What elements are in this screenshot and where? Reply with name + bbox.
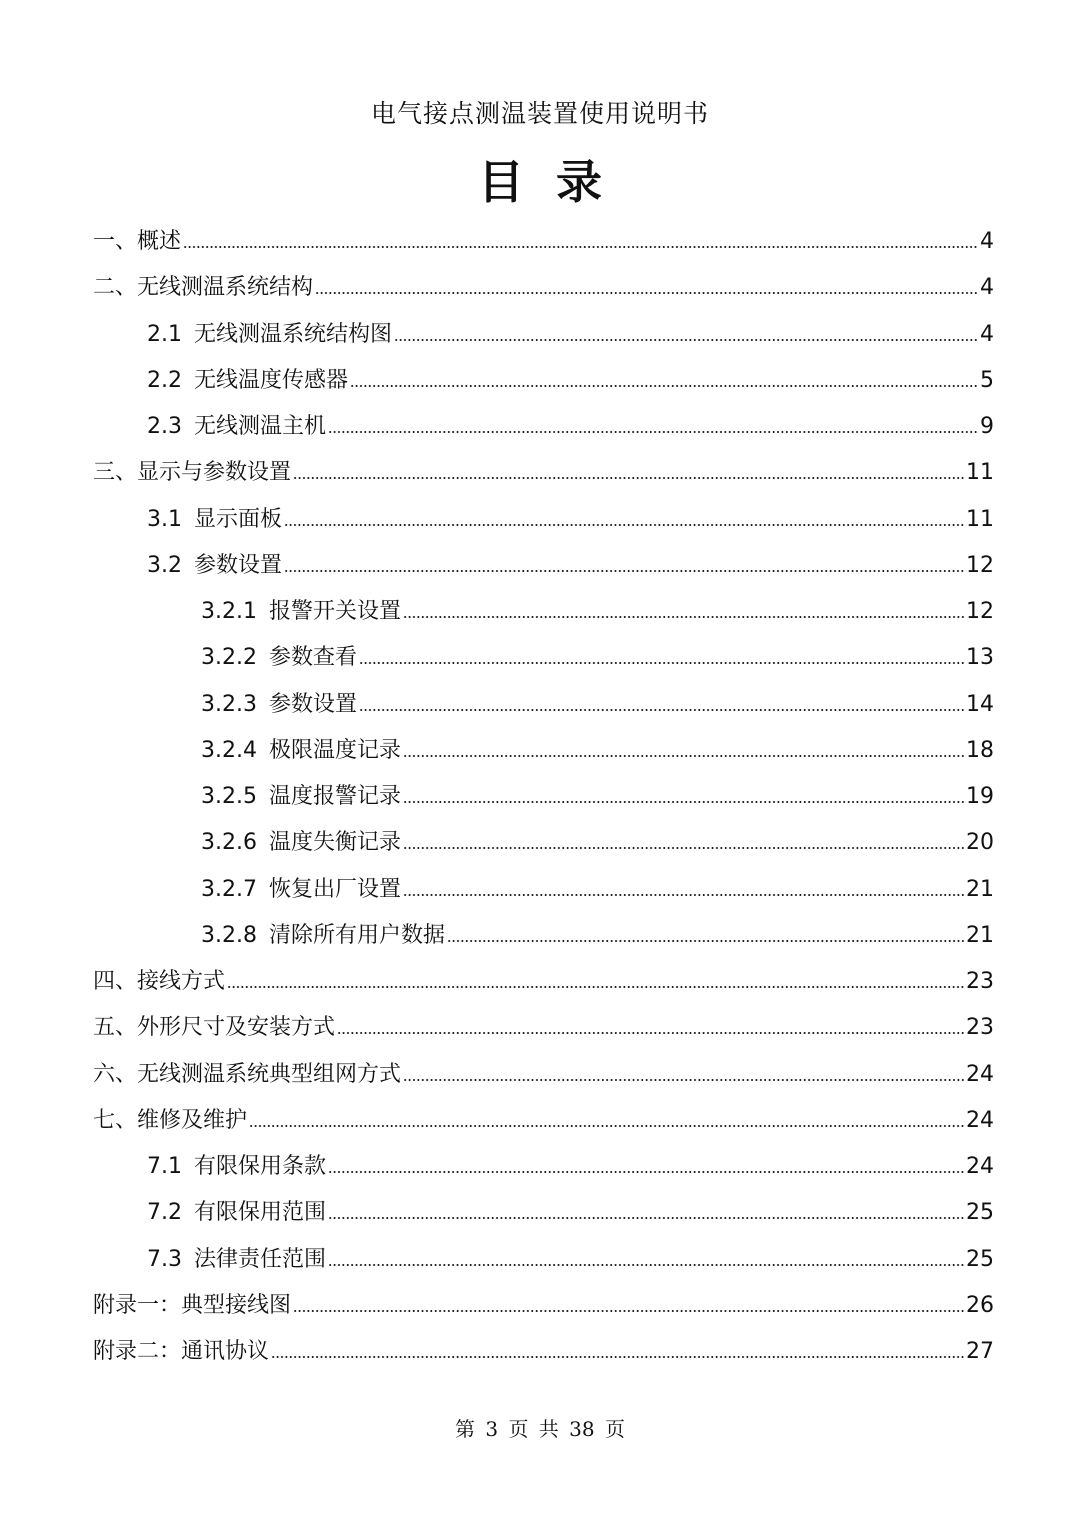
- toc-entry-number: 3.2.2: [201, 645, 257, 671]
- toc-entry-text: 极限温度记录: [268, 737, 401, 763]
- toc-entry-text: 七、维修及维护: [93, 1107, 248, 1133]
- toc-entry-text: 一、概述: [93, 229, 182, 254]
- toc-entry[interactable]: [0, 728, 1080, 774]
- toc-dot-leader: [394, 338, 978, 342]
- toc-entry-number: 2.1: [147, 321, 182, 347]
- toc-dot-leader: [183, 245, 978, 249]
- toc-entry[interactable]: [0, 1098, 1080, 1144]
- toc-entry-number: 3.2.6: [201, 830, 257, 856]
- toc-entry[interactable]: [0, 450, 1080, 496]
- toc-entry-text: 无线温度传感器: [194, 367, 349, 393]
- toc-entry[interactable]: [0, 913, 1080, 959]
- toc-entry-number: 2.2: [147, 367, 182, 393]
- toc-entry-page: 25: [966, 1200, 994, 1226]
- toc-entry-page: 20: [966, 830, 994, 856]
- toc-entry-page: 12: [966, 552, 994, 578]
- toc-entry-number: 3.1: [147, 506, 182, 532]
- toc-entry-text: 参数设置: [268, 691, 357, 717]
- toc-entry-text: 有限保用条款: [194, 1154, 327, 1179]
- toc-entry-text: 有限保用范围: [194, 1200, 327, 1226]
- toc-entry-page: 4: [980, 321, 994, 347]
- toc-dot-leader: [403, 1078, 964, 1082]
- toc-entry-page: 21: [966, 876, 994, 902]
- toc-dot-leader: [350, 384, 978, 388]
- toc-entry-page: 5: [980, 367, 994, 393]
- toc-entry-page: 4: [980, 229, 994, 254]
- toc-dot-leader: [315, 291, 978, 295]
- toc-dot-leader: [328, 1263, 964, 1267]
- toc-dot-leader: [328, 1170, 964, 1174]
- toc-entry-text: 附录一：典型接线图: [93, 1292, 292, 1318]
- toc-entry-number: 7.3: [147, 1246, 182, 1272]
- toc-entry[interactable]: [0, 1190, 1080, 1236]
- toc-dot-leader: [271, 1355, 964, 1359]
- toc-dot-leader: [227, 985, 964, 989]
- toc-entry-text: 二、无线测温系统结构: [93, 275, 314, 301]
- toc-entry-page: 19: [966, 784, 994, 809]
- toc-entry-page: 18: [966, 737, 994, 763]
- toc-entry-number: 3.2.4: [201, 737, 257, 763]
- toc-entry-text: 显示面板: [194, 506, 283, 532]
- toc-entry-page: 9: [980, 414, 994, 439]
- toc-dot-leader: [328, 1216, 964, 1220]
- toc-entry[interactable]: [0, 219, 1080, 265]
- toc-entry-page: 24: [966, 1154, 994, 1179]
- toc-dot-leader: [403, 893, 964, 897]
- toc-dot-leader: [403, 800, 964, 804]
- toc-entry-text: 法律责任范围: [194, 1246, 327, 1272]
- toc-entry[interactable]: [0, 774, 1080, 820]
- toc-entry-page: 13: [966, 645, 994, 671]
- document-header: 电气接点测温装置使用说明书: [370, 99, 709, 128]
- toc-entry-number: 3.2.8: [201, 922, 257, 948]
- toc-dot-leader: [337, 1031, 964, 1035]
- toc-entry[interactable]: [0, 358, 1080, 404]
- page-footer: 第 3 页 共 38 页: [455, 1417, 625, 1441]
- toc-entry-number: 3.2.1: [201, 599, 257, 624]
- toc-entry-page: 11: [966, 460, 994, 486]
- toc-entry[interactable]: [0, 959, 1080, 1005]
- toc-entry[interactable]: [0, 404, 1080, 450]
- toc-entry[interactable]: [0, 867, 1080, 913]
- toc-entry[interactable]: [0, 682, 1080, 728]
- toc-entry-page: 24: [966, 1107, 994, 1133]
- toc-entry-text: 参数查看: [268, 645, 357, 671]
- toc-entry[interactable]: [0, 635, 1080, 681]
- toc-entry[interactable]: [0, 1283, 1080, 1329]
- toc-entry-page: 26: [966, 1292, 994, 1318]
- toc-entry-page: 27: [966, 1339, 994, 1364]
- toc-entry-page: 4: [980, 275, 994, 301]
- toc-entry[interactable]: [0, 1144, 1080, 1190]
- toc-dot-leader: [284, 569, 964, 573]
- toc-entry-text: 恢复出厂设置: [268, 876, 401, 902]
- toc-entry-text: 温度报警记录: [268, 784, 401, 809]
- toc-entry-page: 11: [966, 506, 994, 532]
- toc-entry[interactable]: [0, 589, 1080, 635]
- toc-entry-text: 无线测温系统结构图: [194, 321, 393, 347]
- toc-dot-leader: [359, 661, 964, 665]
- toc-dot-leader: [403, 754, 964, 758]
- toc-entry-page: 25: [966, 1246, 994, 1272]
- toc-entry-number: 2.3: [147, 414, 182, 439]
- toc-dot-leader: [403, 846, 964, 850]
- toc-entry[interactable]: [0, 312, 1080, 358]
- toc-entry-text: 温度失衡记录: [268, 830, 401, 856]
- toc-entry-text: 六、无线测温系统典型组网方式: [93, 1061, 402, 1087]
- toc-dot-leader: [359, 708, 964, 712]
- toc-dot-leader: [447, 939, 964, 943]
- toc-entry[interactable]: [0, 497, 1080, 543]
- toc-entry-text: 四、接线方式: [93, 969, 226, 994]
- toc-entry-text: 无线测温主机: [194, 414, 327, 439]
- toc-entry[interactable]: [0, 1329, 1080, 1375]
- toc-dot-leader: [403, 615, 964, 619]
- toc-dot-leader: [284, 523, 964, 527]
- toc-entry-number: 3.2.5: [201, 784, 257, 809]
- toc-entry-page: 12: [966, 599, 994, 624]
- toc-dot-leader: [249, 1124, 964, 1128]
- toc-entry-page: 23: [966, 1015, 994, 1041]
- toc-entry[interactable]: [0, 1237, 1080, 1283]
- toc-entry[interactable]: [0, 265, 1080, 311]
- toc-entry-text: 附录二：通讯协议: [93, 1339, 270, 1364]
- toc-entry-number: 7.1: [147, 1154, 182, 1179]
- toc-entry-page: 21: [966, 922, 994, 948]
- toc-entry-text: 参数设置: [194, 552, 283, 578]
- toc-entry-page: 14: [966, 691, 994, 717]
- toc-entry-text: 五、外形尺寸及安装方式: [93, 1015, 336, 1041]
- toc-dot-leader: [328, 430, 978, 434]
- toc-entry-number: 3.2.3: [201, 691, 257, 717]
- toc-entry[interactable]: [0, 820, 1080, 866]
- toc-entry-text: 清除所有用户数据: [268, 922, 445, 948]
- toc-entry-text: 三、显示与参数设置: [93, 460, 292, 486]
- toc-list: [0, 219, 1080, 1375]
- toc-entry[interactable]: [0, 1005, 1080, 1051]
- toc-entry-number: 3.2: [147, 552, 182, 578]
- toc-entry-number: 7.2: [147, 1200, 182, 1226]
- toc-dot-leader: [293, 476, 964, 480]
- toc-entry[interactable]: [0, 1052, 1080, 1098]
- toc-heading: 目录: [478, 155, 634, 209]
- toc-entry-page: 24: [966, 1061, 994, 1087]
- toc-entry-number: 3.2.7: [201, 876, 257, 902]
- toc-entry-text: 报警开关设置: [268, 599, 401, 624]
- toc-entry-page: 23: [966, 969, 994, 994]
- toc-entry[interactable]: [0, 543, 1080, 589]
- toc-dot-leader: [293, 1309, 964, 1313]
